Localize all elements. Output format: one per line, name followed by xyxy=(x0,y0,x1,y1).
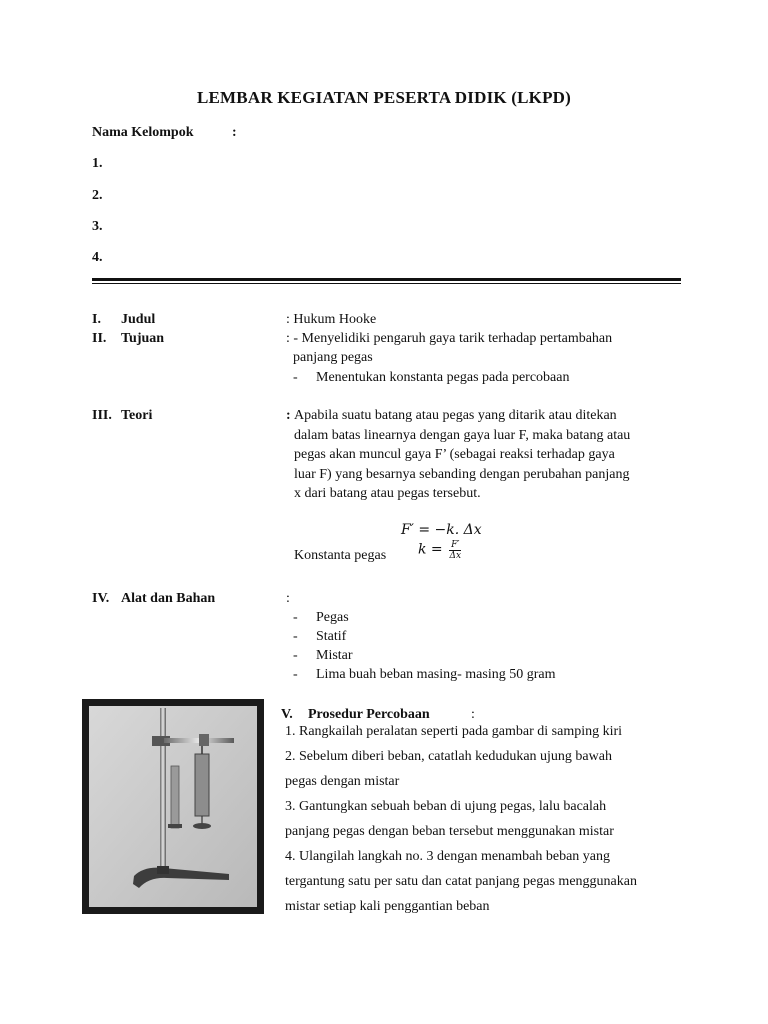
judul-value: : Hukum Hooke xyxy=(286,312,377,327)
section-judul-label xyxy=(92,310,155,329)
teori-line-2: dalam batas linearnya dengan gaya luar F, maka batang atau xyxy=(294,428,631,443)
prosedur-line: mistar setiap kali penggantian beban xyxy=(285,899,490,914)
spring-stand-illustration xyxy=(89,706,257,907)
alat-item-text: Statif xyxy=(316,629,347,644)
teori-line-3: pegas akan muncul gaya F’ (sebagai reaksi terhadap gaya xyxy=(294,447,615,462)
prosedur-line: 3. Gantungkan sebuah beban di ujung pegas, lalu bacalah xyxy=(285,799,607,814)
bullet-dash: - xyxy=(293,629,298,644)
tujuan-item-2-text: Menentukan konstanta pegas pada percobaan xyxy=(316,370,570,385)
member-2: 2. xyxy=(92,188,103,203)
section-num: III. xyxy=(92,408,112,423)
section-title: Teori xyxy=(121,408,153,423)
konstanta-label: Konstanta pegas xyxy=(294,548,387,563)
k-fraction xyxy=(449,540,461,561)
section-title: Judul xyxy=(121,312,156,327)
tujuan-line-1: : - Menyelidiki pengaruh gaya tarik terhadap pertambahan xyxy=(286,331,613,346)
member-1: 1. xyxy=(92,156,103,171)
konstanta-formula xyxy=(418,540,461,561)
section-num: V. xyxy=(281,707,293,722)
section-num: I. xyxy=(92,312,101,327)
alat-item-2 xyxy=(293,627,346,646)
k-denominator: Δx xyxy=(449,551,462,561)
prosedur-line: 1. Rangkailah peralatan seperti pada gambar di samping kiri xyxy=(285,724,623,739)
section-tujuan-label xyxy=(92,329,164,348)
bullet-dash: - xyxy=(293,648,298,663)
group-colon: : xyxy=(232,125,237,140)
document-title: LEMBAR KEGIATAN PESERTA DIDIK (LKPD) xyxy=(196,88,572,107)
k-numerator: F′ xyxy=(451,540,460,550)
prosedur-line: 4. Ulangilah langkah no. 3 dengan menambah beban yang xyxy=(285,849,611,864)
prosedur-colon: : xyxy=(471,707,475,722)
alat-item-text: Mistar xyxy=(316,648,353,663)
tujuan-line-2: panjang pegas xyxy=(293,350,373,365)
tujuan-item-2 xyxy=(293,368,569,387)
alat-item-4 xyxy=(293,665,556,684)
section-alat-label xyxy=(92,589,215,608)
section-num: II. xyxy=(92,331,107,346)
section-title: Tujuan xyxy=(121,331,165,346)
alat-item-text: Lima buah beban masing- masing 50 gram xyxy=(316,667,556,682)
section-title: Alat dan Bahan xyxy=(121,591,216,606)
divider-thin xyxy=(92,283,681,284)
member-3: 3. xyxy=(92,219,103,234)
section-num: IV. xyxy=(92,591,110,606)
member-4: 4. xyxy=(92,250,103,265)
alat-item-text: Pegas xyxy=(316,610,349,625)
prosedur-steps xyxy=(285,722,725,922)
teori-line-1: Apabila suatu batang atau pegas yang ditarik atau ditekan xyxy=(294,408,617,423)
alat-colon: : xyxy=(286,591,290,606)
prosedur-line: tergantung satu per satu dan catat panjang pegas menggunakan xyxy=(285,874,637,889)
bullet-dash: - xyxy=(293,370,298,385)
k-lhs: k = xyxy=(418,541,443,558)
group-label: Nama Kelompok xyxy=(92,125,194,140)
section-teori-label xyxy=(92,406,152,425)
prosedur-line: panjang pegas dengan beban tersebut menggunakan mistar xyxy=(285,824,614,839)
apparatus-photo xyxy=(89,706,257,907)
alat-item-3 xyxy=(293,646,353,665)
bullet-dash: - xyxy=(293,667,298,682)
hooke-formula: F′ = −k. Δx xyxy=(401,522,482,538)
bullet-dash: - xyxy=(293,610,298,625)
teori-line-5: x dari batang atau pegas tersebut. xyxy=(294,486,481,501)
prosedur-line: pegas dengan mistar xyxy=(285,774,400,789)
section-title: Prosedur Percobaan xyxy=(308,707,430,722)
alat-item-1 xyxy=(293,608,349,627)
teori-line-4: luar F) yang besarnya sebanding dengan perubahan panjang xyxy=(294,467,630,482)
prosedur-line: 2. Sebelum diberi beban, catatlah kedudukan ujung bawah xyxy=(285,749,612,764)
divider-thick xyxy=(92,278,681,281)
teori-colon: : xyxy=(286,408,291,423)
